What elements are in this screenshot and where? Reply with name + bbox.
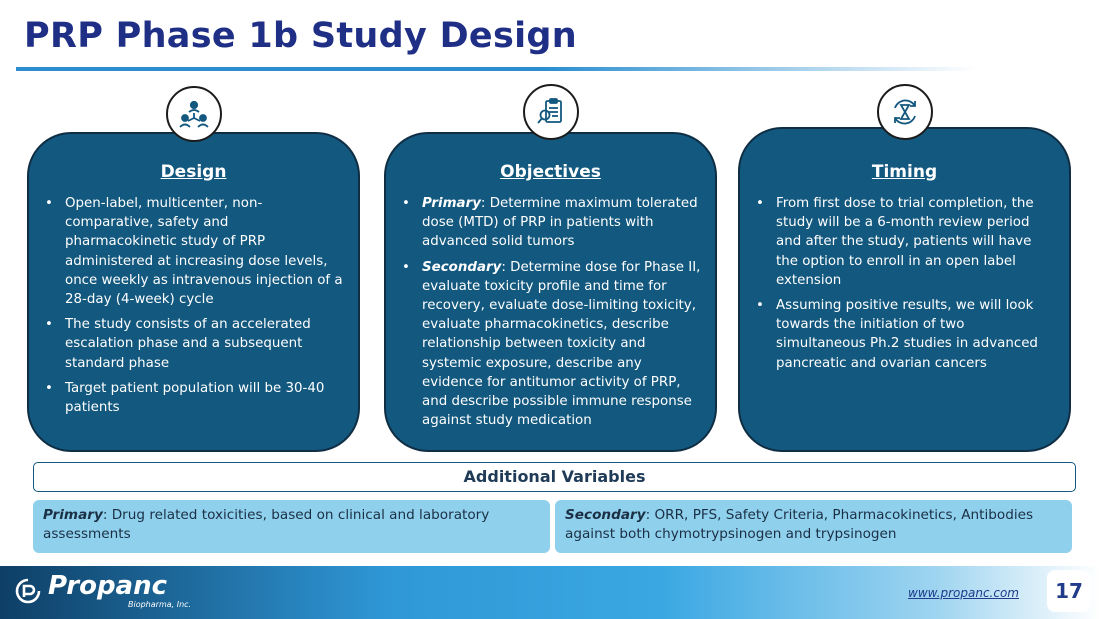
hourglass-cycle-icon [877,84,933,140]
clipboard-magnifier-icon [523,84,579,140]
timing-bullet: • From first dose to trial completion, the study will be a 6-month review period and after the study, patients will have the option to enroll in an open label extension [754,194,1055,290]
timing-panel [738,127,1071,452]
design-bullet: • The study consists of an accelerated escalation phase and a subsequent standard phase [43,315,344,373]
secondary-variables-label: Secondary [565,507,646,523]
timing-bullets [754,194,1055,373]
logo-name: Propanc [48,571,168,601]
primary-label: Primary [422,196,481,211]
additional-variables-heading: Additional Variables [33,462,1076,492]
timing-bullet: • Assuming positive results, we will look towards the initiation of two simultaneous Ph.2 studies in advanced pancreatic and ovarian cancers [754,296,1055,373]
objectives-secondary-bullet [400,258,701,431]
primary-variables-label: Primary [43,507,103,523]
propanc-logo [14,573,191,609]
website-link[interactable]: www.propanc.com [908,586,1019,600]
objectives-heading: Objectives [500,162,601,182]
secondary-variables-box [555,500,1072,553]
design-panel [27,132,360,452]
design-heading: Design [160,162,227,182]
timing-heading: Timing [871,162,938,182]
title-divider [16,67,976,71]
primary-variables-box [33,500,550,553]
design-bullet: • Target patient population will be 30-40 patients [43,379,344,417]
objectives-primary-bullet [400,194,701,252]
slide-title: PRP Phase 1b Study Design [24,16,577,56]
primary-text: : Determine maximum tolerated dose (MTD) of PRP in patients with advanced solid tumors [422,196,698,250]
primary-variables-text: : Drug related toxicities, based on clinical and laboratory assessments [43,507,490,542]
objectives-bullets [400,194,701,430]
secondary-variables-text: : ORR, PFS, Safety Criteria, Pharmacokinetics, Antibodies against both chymotrypsinogen and trypsinogen [565,507,1034,542]
logo-subtitle: Biopharma, Inc. [128,600,192,609]
secondary-text: : Determine dose for Phase II, evaluate toxicity profile and time for recovery, evaluate dose-limiting toxicity, evaluate pharmacokinetics, describe relationship between toxicity and systemic exposure, describe any evidence for antitumor activity of PRP, and describe possible immune response against study medication [422,259,701,429]
design-bullets [43,194,344,417]
secondary-label: Secondary [422,259,502,275]
page-number: 17 [1047,570,1091,612]
people-network-icon [166,86,222,142]
propanc-logo-mark-icon [14,577,42,605]
design-bullet: • Open-label, multicenter, non-comparative, safety and pharmacokinetic study of PRP administered at increasing dose levels, once weekly as intravenous injection of a 28-day (4-week) cycle [43,194,344,309]
objectives-panel [384,132,717,452]
